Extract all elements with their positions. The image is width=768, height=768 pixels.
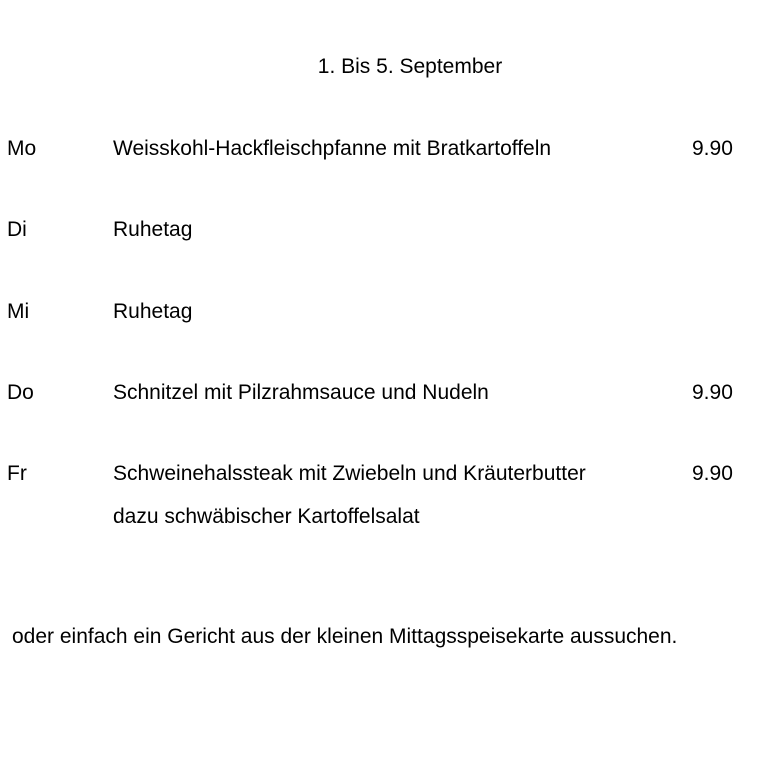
day-label: Mi <box>7 300 30 323</box>
dish-line: dazu schwäbischer Kartoffelsalat <box>113 505 420 528</box>
page-title: 1. Bis 5. September <box>317 55 503 78</box>
menu-row-friday <box>0 461 768 551</box>
dish-line: Ruhetag <box>113 218 193 241</box>
dish-description <box>113 290 192 333</box>
day-label: Di <box>7 218 27 241</box>
footer-note: oder einfach ein Gericht aus der kleinen Mittagsspeisekarte aussuchen. <box>12 625 678 648</box>
dish-description <box>113 208 192 251</box>
menu-row-tuesday <box>0 217 768 277</box>
day-label: Do <box>7 381 34 404</box>
dish-line: Schnitzel mit Pilzrahmsauce und Nudeln <box>113 381 489 404</box>
price: 9.90 <box>692 137 733 160</box>
day-label: Fr <box>7 462 27 485</box>
dish-line: Schweinehalssteak mit Zwiebeln und Kräuterbutter <box>113 462 586 485</box>
day-label: Mo <box>7 137 37 160</box>
dish-line: Weisskohl-Hackfleischpfanne mit Bratkartoffeln <box>113 137 552 160</box>
dish-description <box>113 371 489 414</box>
price: 9.90 <box>692 381 733 404</box>
dish-description <box>113 127 551 170</box>
menu-row-wednesday <box>0 299 768 359</box>
dish-description <box>113 452 586 538</box>
menu-row-thursday <box>0 380 768 440</box>
dish-line: Ruhetag <box>113 300 193 323</box>
price: 9.90 <box>692 462 733 485</box>
menu-row-monday <box>0 136 768 196</box>
